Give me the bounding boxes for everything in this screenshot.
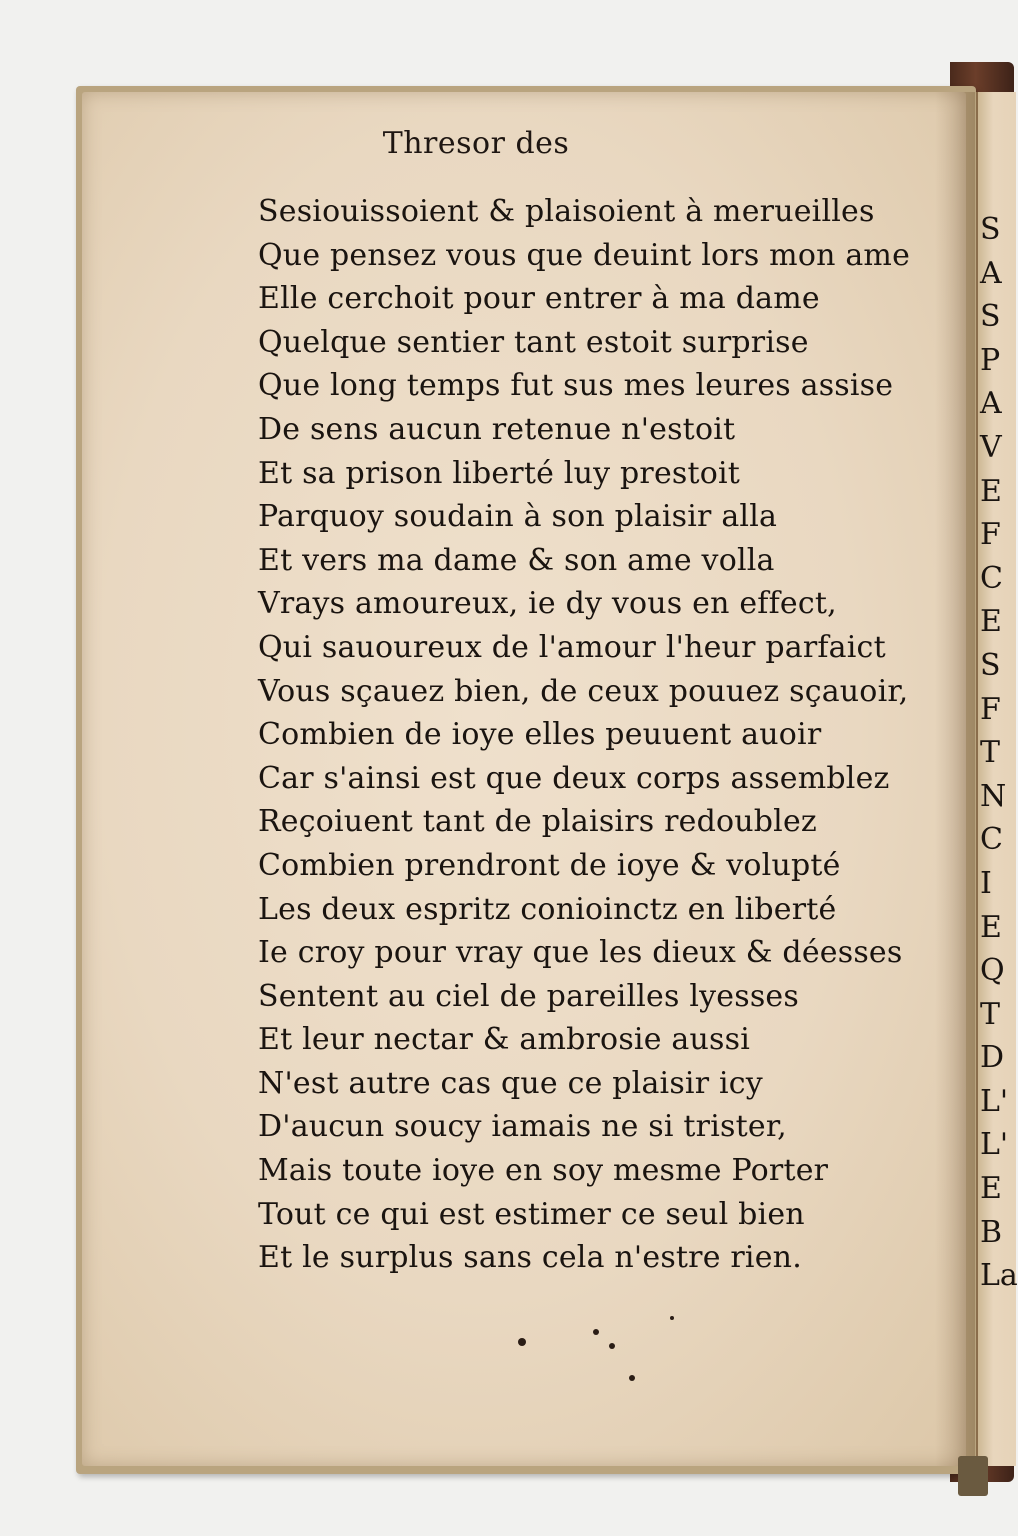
facing-line-initial: E	[980, 604, 1002, 640]
facing-line-initial: D	[980, 1040, 1005, 1076]
verse-line: Car s'ainsi est que deux corps assemblez	[258, 760, 890, 796]
verse-line: Combien prendront de ioye & volupté	[258, 847, 841, 883]
verse-text	[258, 190, 938, 1280]
facing-line-initial: T	[980, 735, 1001, 771]
facing-line-initial: S	[980, 212, 1001, 247]
facing-line-initial: A	[980, 386, 1002, 422]
facing-line-initial: La	[980, 1258, 1018, 1294]
facing-line-initial: E	[980, 473, 1002, 509]
facing-line-initial: E	[980, 1171, 1002, 1207]
verse-line: Combien de ioye elles peuuent auoir	[258, 717, 822, 753]
facing-line-initial: L'	[980, 1127, 1009, 1163]
facing-line-initial: E	[980, 909, 1002, 945]
verse-line: Vous sçauez bien, de ceux pouuez sçauoir,	[258, 673, 909, 709]
verse-line: Sentent au ciel de pareilles lyesses	[258, 978, 799, 1014]
verse-line: Parquoy soudain à son plaisir alla	[258, 499, 778, 535]
facing-line-initial: V	[980, 429, 1002, 465]
verse-line: Vrays amoureux, ie dy vous en effect,	[258, 586, 837, 622]
verse-line: Et leur nectar & ambrosie aussi	[258, 1022, 750, 1058]
facing-line-initial: A	[980, 255, 1002, 291]
facing-line-initial: C	[980, 822, 1003, 858]
verse-line: Et vers ma dame & son ame volla	[258, 542, 775, 578]
verse-line: Quelque sentier tant estoit surprise	[258, 324, 809, 360]
facing-line-initial: P	[980, 342, 1001, 378]
verse-line: De sens aucun retenue n'estoit	[258, 411, 736, 447]
facing-line-initial: N	[980, 778, 1007, 814]
verse-line: Mais toute ioye en soy mesme Porter	[258, 1153, 829, 1189]
verse-line: Tout ce qui est estimer ce seul bien	[258, 1196, 805, 1232]
facing-line-initial: T	[980, 996, 1001, 1032]
facing-page	[976, 92, 1016, 1466]
facing-line-initial: S	[980, 299, 1001, 335]
facing-line-initial: I	[980, 865, 992, 901]
verse-line: Ie croy pour vray que les dieux & déesses	[258, 935, 903, 971]
verse-line: Et le surplus sans cela n'estre rien.	[258, 1240, 802, 1276]
facing-page-text	[980, 208, 1018, 1298]
verse-line: Elle cerchoit pour entrer à ma dame	[258, 281, 820, 317]
verse-line: Sesiouissoient & plaisoient à merueilles	[258, 194, 875, 229]
facing-line-initial: L'	[980, 1083, 1009, 1119]
verse-line: Reçoiuent tant de plaisirs redoublez	[258, 804, 817, 840]
facing-line-initial: Q	[980, 953, 1005, 989]
verse-line: Qui sauoureux de l'amour l'heur parfaict	[258, 629, 886, 665]
facing-line-initial: S	[980, 647, 1001, 683]
facing-line-initial: F	[980, 517, 1001, 553]
verse-line: Que long temps fut sus mes leures assise	[258, 368, 894, 404]
tailpiece-ornament	[500, 1316, 670, 1386]
facing-line-initial: C	[980, 560, 1003, 596]
binding-clasp	[958, 1456, 988, 1496]
verse-line: N'est autre cas que ce plaisir icy	[258, 1065, 763, 1101]
running-head: Thresor des	[382, 126, 570, 161]
facing-line-initial: B	[980, 1214, 1003, 1250]
gutter-shadow	[935, 92, 975, 1466]
verse-line: D'aucun soucy iamais ne si trister,	[258, 1109, 787, 1145]
verse-line: Que pensez vous que deuint lors mon ame	[258, 237, 911, 273]
verse-line: Les deux espritz conioinctz en liberté	[258, 891, 837, 927]
verse-line: Et sa prison liberté luy prestoit	[258, 455, 741, 491]
facing-line-initial: F	[980, 691, 1001, 727]
